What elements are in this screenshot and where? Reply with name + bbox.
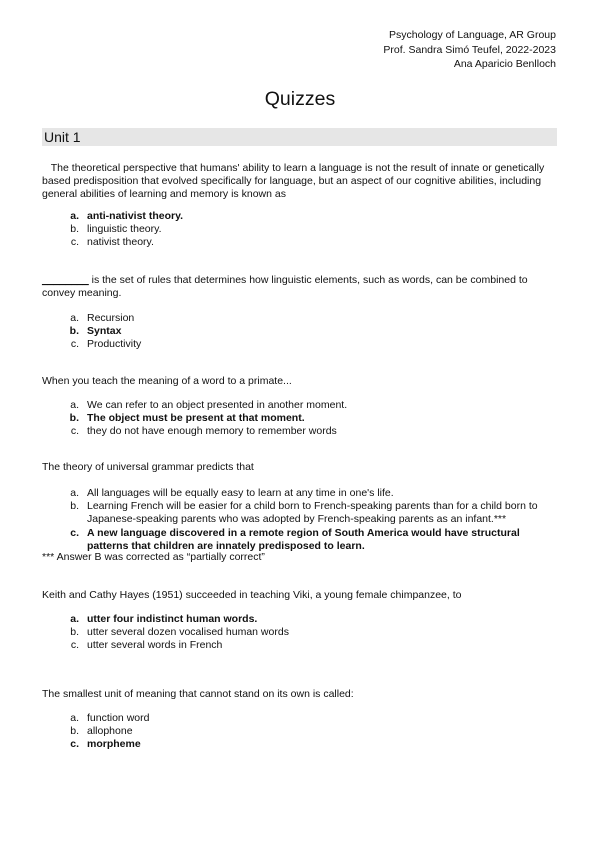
question-2 <box>42 274 557 300</box>
course-name: Psychology of Language, AR Group <box>389 29 556 41</box>
correction-note: *** Answer B was corrected as “partially correct” <box>42 551 265 563</box>
option-b: b. Syntax <box>69 325 122 338</box>
option-c: c. Productivity <box>70 338 142 351</box>
professor-line: Prof. Sandra Simó Teufel, 2022-2023 <box>383 43 556 56</box>
option-a: a. Recursion <box>70 312 135 324</box>
question-5-options <box>42 613 557 653</box>
option-b: b. linguistic theory. <box>70 223 162 236</box>
option-b: b. Learning French will be easier for a child born to French-speaking parents than for a child born to Japanese-speaking parents who was adopted by French-speaking parents as an infant.*** <box>70 500 538 526</box>
question-5 <box>42 589 557 602</box>
question-4-options <box>42 487 557 553</box>
answer-blank: ________ <box>42 274 89 286</box>
question-4-text: The theory of universal grammar predicts that <box>42 461 254 473</box>
question-2-text: ________ is the set of rules that determines how linguistic elements, such as words, can be combined to convey meaning. <box>42 274 528 300</box>
option-a: a. function word <box>70 712 150 724</box>
question-6-text: The smallest unit of meaning that cannot stand on its own is called: <box>42 688 354 700</box>
question-3-text: When you teach the meaning of a word to a primate... <box>42 375 292 387</box>
question-3 <box>42 375 557 388</box>
question-4 <box>42 461 557 474</box>
option-b: b. The object must be present at that moment. <box>69 412 305 425</box>
question-6 <box>42 688 557 701</box>
question-3-options <box>42 399 557 439</box>
option-b: b. utter several dozen vocalised human words <box>70 626 289 639</box>
option-a: a. We can refer to an object presented in another moment. <box>70 399 348 411</box>
option-c: c. A new language discovered in a remote region of South America would have structural patterns that children are innately predisposed to learn. <box>70 526 520 552</box>
question-1 <box>42 162 557 202</box>
document-header <box>383 28 556 72</box>
question-1-options <box>42 210 557 250</box>
option-a: a. All languages will be equally easy to learn at any time in one's life. <box>70 487 394 499</box>
author-name: Ana Aparicio Benlloch <box>453 58 556 70</box>
question-6-options <box>42 712 557 752</box>
option-c: c. nativist theory. <box>70 236 154 249</box>
option-c: c. they do not have enough memory to remember words <box>70 425 337 438</box>
question-1-text: The theoretical perspective that humans' ability to learn a language is not the result of innate or genetically based predisposition that evolved specifically for language, but an aspect of our cognitive abilities, including general abilities of learning and memory is known as <box>42 162 545 201</box>
option-a: a. utter four indistinct human words. <box>70 613 258 625</box>
option-a: a. anti-nativist theory. <box>70 210 184 222</box>
option-b: b. allophone <box>70 725 133 738</box>
unit-heading: Unit 1 <box>42 128 557 146</box>
question-2-options <box>42 312 557 352</box>
option-c: c. utter several words in French <box>70 639 223 652</box>
page-title: Quizzes <box>264 88 336 110</box>
option-c: c. morpheme <box>70 738 141 751</box>
question-5-text: Keith and Cathy Hayes (1951) succeeded in teaching Viki, a young female chimpanzee, to <box>42 589 462 601</box>
